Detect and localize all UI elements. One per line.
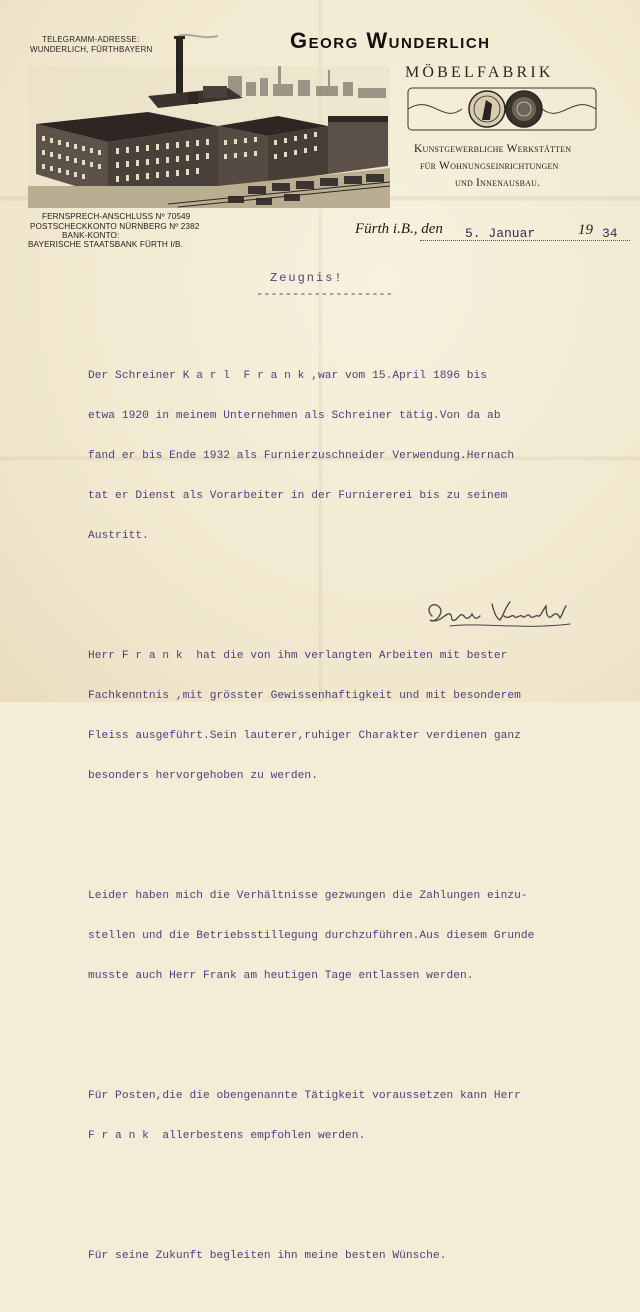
telegram-label: TELEGRAMM-ADRESSE:: [42, 35, 140, 44]
place-of-issue: Fürth i.B., den: [355, 221, 443, 237]
factory-illustration: [28, 36, 390, 208]
body-line: Fachkenntnis ,mit grösster Gewissenhaftigkeit und mit besonderem: [88, 690, 521, 702]
body-line: fand er bis Ende 1932 als Furnierzuschneider Verwendung.Hernach: [88, 450, 515, 462]
paragraph-dismissal: [88, 864, 534, 1008]
letter-body: [88, 320, 534, 1312]
body-line: musste auch Herr Frank am heutigen Tage entlassen werden.: [88, 970, 474, 982]
title-underline: -------------------: [256, 287, 393, 301]
company-name: Georg Wunderlich: [290, 28, 491, 53]
paragraph-recommendation: [88, 1064, 534, 1168]
date-day-month: 5. Januar: [465, 226, 536, 241]
body-line: Der Schreiner K a r l F r a n k ,war vom 15.April 1896 bis: [88, 370, 488, 382]
service-line-3: und Innenausbau.: [455, 177, 541, 189]
body-line: Fleiss ausgeführt.Sein lauterer,ruhiger Charakter verdienen ganz: [88, 730, 521, 742]
telegram-address: WUNDERLICH, FÜRTHBAYERN: [30, 45, 153, 54]
service-line-2: für Wohnungseinrichtungen: [420, 160, 559, 172]
body-line: Austritt.: [88, 530, 149, 542]
company-subtitle: MÖBELFABRIK: [405, 64, 554, 81]
date-year-suffix: 34: [602, 226, 618, 241]
body-line: Herr F r a n k hat die von ihm verlangten Arbeiten mit bester: [88, 650, 508, 662]
body-line: besonders hervorgehoben zu werden.: [88, 770, 318, 782]
body-line: Für Posten,die die obengenannte Tätigkeit voraussetzen kann Herr: [88, 1090, 521, 1102]
paragraph-employment: [88, 344, 534, 568]
date-dotted-line: [420, 240, 630, 241]
service-line-1: Kunstgewerbliche Werkstätten: [414, 143, 572, 155]
paragraph-closing: [88, 1224, 534, 1288]
handwritten-signature: [420, 594, 580, 634]
body-line: Leider haben mich die Verhältnisse gezwungen die Zahlungen einzu-: [88, 890, 528, 902]
body-line: tat er Dienst als Vorarbeiter in der Furniererei bis zu seinem: [88, 490, 508, 502]
body-line: stellen und die Betriebsstillegung durchzuführen.Aus diesem Grunde: [88, 930, 535, 942]
postal-check-account: POSTSCHECKKONTO NÜRNBERG Nº 2382: [30, 222, 200, 231]
paragraph-character: [88, 624, 534, 808]
body-line: etwa 1920 in meinem Unternehmen als Schreiner tätig.Von da ab: [88, 410, 501, 422]
body-line: F r a n k allerbestens empfohlen werden.: [88, 1130, 366, 1142]
bank-account-label: BANK-KONTO:: [62, 231, 120, 240]
body-line: Für seine Zukunft begleiten ihn meine besten Wünsche.: [88, 1250, 447, 1262]
phone-number: FERNSPRECH-ANSCHLUSS Nº 70549: [42, 212, 191, 221]
date-year-prefix: 19: [578, 222, 593, 238]
document-title: Zeugnis!: [270, 271, 344, 285]
award-medals-emblem: [402, 84, 602, 134]
bank-account: BAYERISCHE STAATSBANK FÜRTH I/B.: [28, 240, 183, 249]
